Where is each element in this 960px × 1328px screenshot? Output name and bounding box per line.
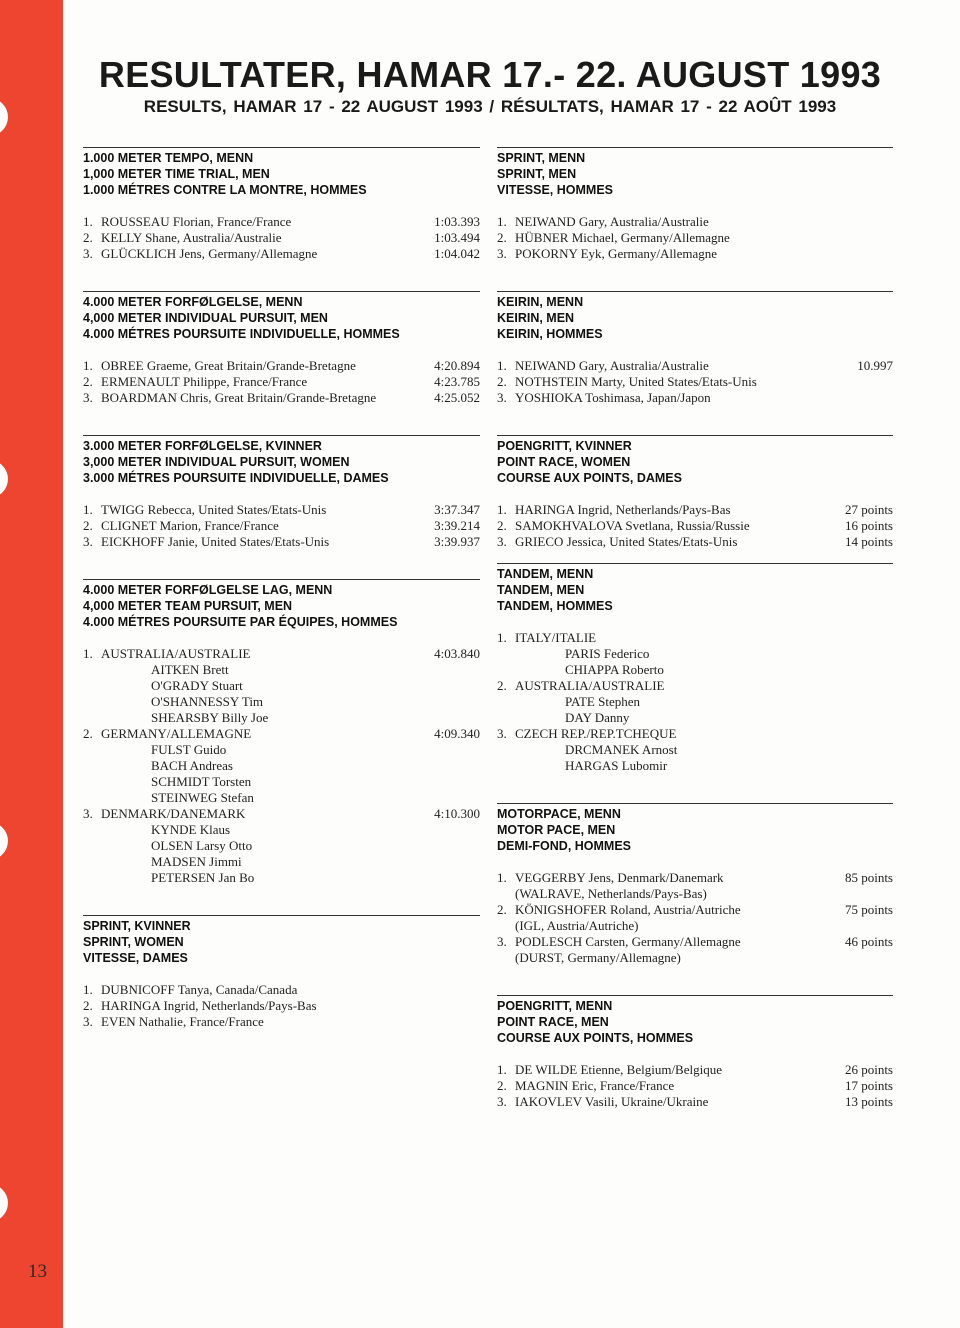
result-value: 4:23.785 xyxy=(434,374,480,389)
event-heading-line: MOTOR PACE, MEN xyxy=(497,823,616,837)
team-name: AUSTRALIA/AUSTRALIE xyxy=(515,678,665,693)
rank: 2. xyxy=(497,902,507,917)
results-list xyxy=(83,358,480,406)
competitor-name: HÜBNER Michael, Germany/Allemagne xyxy=(515,230,730,245)
result-value: 4:20.894 xyxy=(434,358,480,373)
result-row xyxy=(497,390,893,406)
page-title: RESULTATER, HAMAR 17.- 22. AUGUST 1993 xyxy=(98,54,882,95)
event-heading-line: MOTORPACE, MENN xyxy=(497,807,621,821)
event-block xyxy=(497,803,893,966)
binder-hole xyxy=(0,98,8,136)
competitor-name: EICKHOFF Janie, United States/Etats-Unis xyxy=(101,534,330,549)
rider-name: O'SHANNESSY Tim xyxy=(151,694,264,709)
result-row xyxy=(497,518,893,534)
result-value: 85 points xyxy=(844,870,893,885)
result-value xyxy=(841,374,893,390)
page-number: 13 xyxy=(28,1261,47,1282)
rider-name: KYNDE Klaus xyxy=(151,822,231,837)
result-value xyxy=(428,1014,480,1030)
team-row xyxy=(83,806,480,822)
rank: 2. xyxy=(497,518,507,533)
competitor-name: DE WILDE Etienne, Belgium/Belgique xyxy=(515,1062,722,1077)
binder-hole xyxy=(0,460,8,498)
competitor-name: ERMENAULT Philippe, France/France xyxy=(101,374,308,389)
rank: 1. xyxy=(497,214,507,229)
result-value: 1:03.494 xyxy=(434,230,480,245)
results-list xyxy=(497,214,893,262)
result-row xyxy=(497,1094,893,1110)
event-heading-line: 4.000 MÉTRES POURSUITE INDIVIDUELLE, HOMMES xyxy=(83,327,400,341)
result-row xyxy=(83,374,480,390)
result-row xyxy=(497,374,893,390)
event-heading-line: POENGRITT, KVINNER xyxy=(497,439,632,453)
event-heading-line: SPRINT, WOMEN xyxy=(83,935,184,949)
result-value xyxy=(841,230,893,246)
team-name: DENMARK/DANEMARK xyxy=(101,806,246,821)
rank: 1. xyxy=(497,502,507,517)
competitor-name: HARINGA Ingrid, Netherlands/Pays-Bas xyxy=(515,502,731,517)
rank: 1. xyxy=(497,1062,507,1077)
event-block xyxy=(83,915,480,1030)
team-row xyxy=(83,726,480,742)
event-heading xyxy=(83,148,480,198)
competitor-name: NOTHSTEIN Marty, United States/Etats-Unis xyxy=(515,374,757,389)
result-value: 3:39.214 xyxy=(434,518,480,533)
results-list xyxy=(497,630,893,774)
competitor-name: TWIGG Rebecca, United States/Etats-Unis xyxy=(101,502,327,517)
rider-name: PETERSEN Jan Bo xyxy=(151,870,255,885)
result-row xyxy=(83,230,480,246)
event-heading-line: POINT RACE, MEN xyxy=(497,1015,609,1029)
result-row xyxy=(497,534,893,550)
result-value: 3:37.347 xyxy=(434,502,480,517)
competitor-name: SAMOKHVALOVA Svetlana, Russia/Russie xyxy=(515,518,750,533)
event-block xyxy=(83,147,480,262)
rank: 2. xyxy=(497,1078,507,1093)
event-heading xyxy=(497,996,893,1046)
rider-name: CHIAPPA Roberto xyxy=(565,662,664,677)
event-heading-line: SPRINT, KVINNER xyxy=(83,919,191,933)
team-name: ITALY/ITALIE xyxy=(515,630,597,645)
result-value: 4:09.340 xyxy=(434,726,480,741)
rank: 1. xyxy=(83,646,93,661)
event-heading xyxy=(497,564,893,614)
results-list xyxy=(83,502,480,550)
event-heading xyxy=(83,916,480,966)
result-row xyxy=(83,982,480,998)
competitor-name: IAKOVLEV Vasili, Ukraine/Ukraine xyxy=(515,1094,709,1109)
result-row xyxy=(83,390,480,406)
result-row xyxy=(497,230,893,246)
rank: 1. xyxy=(497,870,507,885)
result-value: 27 points xyxy=(844,502,893,517)
result-value: 1:04.042 xyxy=(434,246,480,261)
pacer-name: (IGL, Austria/Autriche) xyxy=(515,918,639,933)
binder-hole xyxy=(0,822,8,860)
rank: 3. xyxy=(83,534,93,549)
rank: 1. xyxy=(83,358,93,373)
results-list xyxy=(497,502,893,550)
rank: 3. xyxy=(497,390,507,405)
event-heading xyxy=(497,436,893,486)
team-name: CZECH REP./REP.TCHEQUE xyxy=(515,726,677,741)
result-row xyxy=(83,998,480,1014)
rank: 2. xyxy=(83,518,93,533)
rider-name: SCHMIDT Torsten xyxy=(151,774,252,789)
competitor-name: DUBNICOFF Tanya, Canada/Canada xyxy=(101,982,298,997)
team-name: AUSTRALIA/AUSTRALIE xyxy=(101,646,251,661)
event-block xyxy=(497,995,893,1110)
result-value: 26 points xyxy=(844,1062,893,1077)
competitor-name: NEIWAND Gary, Australia/Australie xyxy=(515,358,709,373)
result-row xyxy=(497,902,893,918)
competitor-name: GLÜCKLICH Jens, Germany/Allemagne xyxy=(101,246,318,261)
competitor-name: GRIECO Jessica, United States/Etats-Unis xyxy=(515,534,738,549)
results-list xyxy=(497,870,893,966)
result-value: 3:39.937 xyxy=(434,534,480,549)
rank: 3. xyxy=(497,934,507,949)
rider-name: BACH Andreas xyxy=(151,758,233,773)
competitor-name: YOSHIOKA Toshimasa, Japan/Japon xyxy=(515,390,711,405)
event-heading xyxy=(83,436,480,486)
result-row xyxy=(497,502,893,518)
rider-name: DAY Danny xyxy=(565,710,630,725)
event-block xyxy=(497,291,893,406)
rank: 3. xyxy=(83,246,93,261)
rank: 2. xyxy=(497,230,507,245)
event-heading-line: 1,000 METER TIME TRIAL, MEN xyxy=(83,167,270,181)
competitor-name: NEIWAND Gary, Australia/Australie xyxy=(515,214,709,229)
result-row xyxy=(83,502,480,518)
event-block xyxy=(497,435,893,550)
rank: 1. xyxy=(497,358,507,373)
event-heading-line: TANDEM, MEN xyxy=(497,583,585,597)
result-row xyxy=(83,214,480,230)
rider-name: PATE Stephen xyxy=(565,694,640,709)
result-value: 14 points xyxy=(844,534,893,549)
results-list xyxy=(497,358,893,406)
event-heading-line: VITESSE, HOMMES xyxy=(497,183,613,197)
competitor-name: PODLESCH Carsten, Germany/Allemagne xyxy=(515,934,741,949)
competitor-name: EVEN Nathalie, France/France xyxy=(101,1014,264,1029)
result-row xyxy=(497,214,893,230)
event-heading xyxy=(497,804,893,854)
result-row xyxy=(83,358,480,374)
team-row xyxy=(83,646,480,662)
results-list xyxy=(83,214,480,262)
rank: 3. xyxy=(83,1014,93,1029)
event-heading-line: 1.000 METER TEMPO, MENN xyxy=(83,151,254,165)
result-row xyxy=(83,1014,480,1030)
event-heading-line: 4,000 METER INDIVIDUAL PURSUIT, MEN xyxy=(83,311,328,325)
competitor-name: BOARDMAN Chris, Great Britain/Grande-Bretagne xyxy=(101,390,377,405)
rank: 2. xyxy=(83,230,93,245)
event-heading-line: POENGRITT, MENN xyxy=(497,999,613,1013)
event-heading-line: SPRINT, MENN xyxy=(497,151,586,165)
team-name: GERMANY/ALLEMAGNE xyxy=(101,726,252,741)
event-heading xyxy=(83,580,480,630)
result-row xyxy=(497,934,893,950)
rider-name: FULST Guido xyxy=(151,742,227,757)
binder-hole xyxy=(0,1184,8,1222)
result-value: 46 points xyxy=(844,934,893,949)
page-subtitle: RESULTS, HAMAR 17 - 22 AUGUST 1993 / RÉSULTATS, HAMAR 17 - 22 AOÛT 1993 xyxy=(143,97,837,116)
event-heading-line: 4.000 MÉTRES POURSUITE PAR ÉQUIPES, HOMMES xyxy=(83,615,398,629)
result-value: 13 points xyxy=(844,1094,893,1109)
result-value xyxy=(841,214,893,230)
results-list xyxy=(83,982,480,1030)
results-list xyxy=(497,1062,893,1110)
result-row xyxy=(497,1062,893,1078)
event-block xyxy=(83,435,480,550)
result-value: 4:10.300 xyxy=(434,806,480,821)
result-value: 4:25.052 xyxy=(434,390,480,405)
rider-name: OLSEN Larsy Otto xyxy=(151,838,253,853)
competitor-name: ROUSSEAU Florian, France/France xyxy=(101,214,292,229)
competitor-name: MAGNIN Eric, France/France xyxy=(515,1078,675,1093)
rank: 2. xyxy=(497,678,507,693)
competitor-name: OBREE Graeme, Great Britain/Grande-Bretagne xyxy=(101,358,356,373)
event-block xyxy=(497,147,893,262)
rider-name: STEINWEG Stefan xyxy=(151,790,254,805)
result-value xyxy=(428,982,480,998)
rank: 3. xyxy=(497,534,507,549)
rank: 3. xyxy=(83,390,93,405)
event-heading-line: VITESSE, DAMES xyxy=(83,951,188,965)
competitor-name: HARINGA Ingrid, Netherlands/Pays-Bas xyxy=(101,998,317,1013)
result-value: 10.997 xyxy=(857,358,893,373)
rank: 1. xyxy=(83,502,93,517)
rank: 1. xyxy=(83,982,93,997)
event-heading-line: KEIRIN, HOMMES xyxy=(497,327,603,341)
rider-name: AITKEN Brett xyxy=(151,662,229,677)
rank: 3. xyxy=(497,726,507,741)
rank: 2. xyxy=(83,374,93,389)
event-heading-line: 3.000 MÉTRES POURSUITE INDIVIDUELLE, DAMES xyxy=(83,471,389,485)
event-heading-line: KEIRIN, MEN xyxy=(497,311,575,325)
result-value: 75 points xyxy=(844,902,893,917)
event-heading xyxy=(497,292,893,342)
event-block xyxy=(83,291,480,406)
event-heading-line: POINT RACE, WOMEN xyxy=(497,455,631,469)
side-color-band xyxy=(0,0,63,1328)
result-row xyxy=(83,518,480,534)
result-value xyxy=(841,246,893,262)
team-row xyxy=(497,630,893,646)
results-list xyxy=(83,646,480,886)
team-row xyxy=(497,678,893,694)
event-heading-line: TANDEM, HOMMES xyxy=(497,599,613,613)
event-block xyxy=(497,563,893,774)
event-heading xyxy=(497,148,893,198)
result-value: 1:03.393 xyxy=(434,214,480,229)
team-row xyxy=(497,726,893,742)
competitor-name: KÖNIGSHOFER Roland, Austria/Autriche xyxy=(515,902,741,917)
event-heading-line: TANDEM, MENN xyxy=(497,567,594,581)
event-heading-line: 4.000 METER FORFØLGELSE LAG, MENN xyxy=(83,583,333,597)
event-heading-line: 3.000 METER FORFØLGELSE, KVINNER xyxy=(83,439,322,453)
result-value: 17 points xyxy=(844,1078,893,1093)
pacer-name: (WALRAVE, Netherlands/Pays-Bas) xyxy=(515,886,707,901)
rider-name: SHEARSBY Billy Joe xyxy=(151,710,269,725)
event-heading-line: 3,000 METER INDIVIDUAL PURSUIT, WOMEN xyxy=(83,455,350,469)
event-heading-line: KEIRIN, MENN xyxy=(497,295,584,309)
competitor-name: POKORNY Eyk, Germany/Allemagne xyxy=(515,246,718,261)
result-row xyxy=(83,246,480,262)
event-heading-line: 1.000 MÉTRES CONTRE LA MONTRE, HOMMES xyxy=(83,183,367,197)
result-value xyxy=(841,678,893,694)
competitor-name: CLIGNET Marion, France/France xyxy=(101,518,279,533)
competitor-name: KELLY Shane, Australia/Australie xyxy=(101,230,282,245)
result-row xyxy=(83,534,480,550)
result-value: 16 points xyxy=(844,518,893,533)
rank: 3. xyxy=(83,806,93,821)
result-value xyxy=(428,998,480,1014)
event-heading-line: COURSE AUX POINTS, DAMES xyxy=(497,471,682,485)
rank: 3. xyxy=(497,1094,507,1109)
event-heading-line: 4,000 METER TEAM PURSUIT, MEN xyxy=(83,599,293,613)
result-value xyxy=(841,726,893,742)
event-heading xyxy=(83,292,480,342)
rider-name: MADSEN Jimmi xyxy=(151,854,242,869)
rider-name: O'GRADY Stuart xyxy=(151,678,243,693)
rank: 3. xyxy=(497,246,507,261)
rider-name: DRCMANEK Arnost xyxy=(565,742,678,757)
event-heading-line: SPRINT, MEN xyxy=(497,167,577,181)
rank: 1. xyxy=(497,630,507,645)
result-row xyxy=(497,870,893,886)
event-heading-line: 4.000 METER FORFØLGELSE, MENN xyxy=(83,295,303,309)
rider-name: PARIS Federico xyxy=(565,646,650,661)
rider-name: HARGAS Lubomir xyxy=(565,758,668,773)
event-heading-line: COURSE AUX POINTS, HOMMES xyxy=(497,1031,694,1045)
pacer-name: (DURST, Germany/Allemagne) xyxy=(515,950,681,965)
event-heading-line: DEMI-FOND, HOMMES xyxy=(497,839,632,853)
event-block xyxy=(83,579,480,886)
result-value xyxy=(841,390,893,406)
result-value: 4:03.840 xyxy=(434,646,480,661)
result-row xyxy=(497,1078,893,1094)
result-row xyxy=(497,246,893,262)
result-row xyxy=(497,358,893,374)
competitor-name: VEGGERBY Jens, Denmark/Danemark xyxy=(515,870,724,885)
rank: 1. xyxy=(83,214,93,229)
rank: 2. xyxy=(497,374,507,389)
rank: 2. xyxy=(83,998,93,1013)
result-value xyxy=(841,630,893,646)
rank: 2. xyxy=(83,726,93,741)
